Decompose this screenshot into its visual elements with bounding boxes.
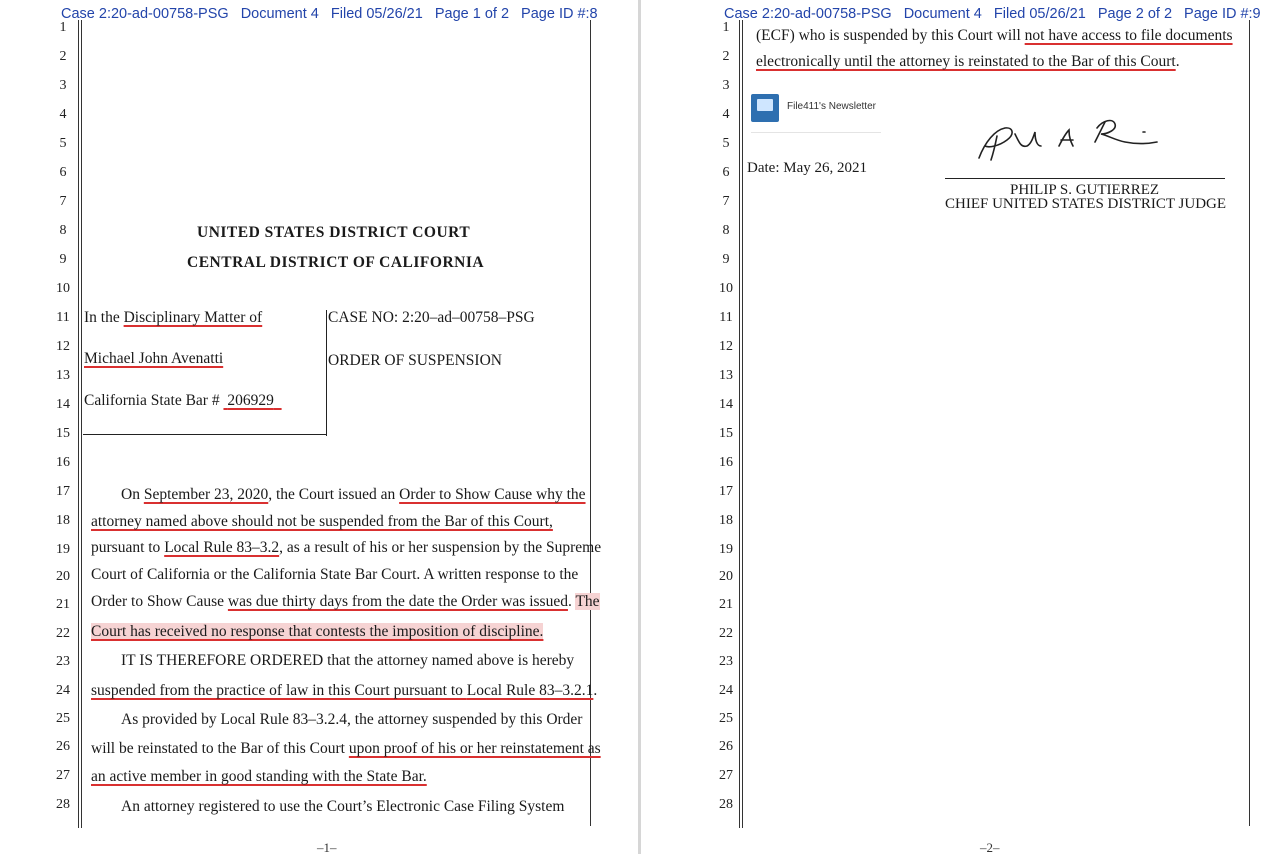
margin-rule-right [1249,20,1250,826]
header-case-number: Case 2:20-ad-00758-PSG [724,6,892,22]
line-number: 6 [722,165,730,180]
line-number: 15 [56,426,70,441]
signature-line [945,178,1225,179]
page-1-header [61,6,606,22]
body-line-18: attorney named above should not be suspended from the Bar of this Court, [91,513,553,530]
page-number-footer: –2– [980,840,1000,854]
line-number: 13 [56,368,70,383]
line-number: 23 [56,654,70,669]
line-number: 18 [56,513,70,528]
header-document: Document 4 [903,6,982,22]
line-number: 3 [722,78,730,93]
line-number: 19 [719,542,733,557]
line-number: 27 [719,768,733,783]
line-number: 28 [56,797,70,812]
line-number: 2 [59,49,67,64]
line-number: 6 [59,165,67,180]
caption-matter: In the Disciplinary Matter of [84,309,263,326]
body-line-17: On September 23, 2020, the Court issued an Order to Show Cause why the [121,486,586,503]
case-number: CASE NO: 2:20–ad–00758–PSG [328,309,535,326]
body-line-24: suspended from the practice of law in this Court pursuant to Local Rule 83–3.2.1. [91,682,598,699]
line-number: 11 [719,310,733,325]
line-number: 5 [722,136,730,151]
court-district: CENTRAL DISTRICT OF CALIFORNIA [187,254,485,271]
line-number: 11 [56,310,70,325]
body-line-22: Court has received no response that contests the imposition of discipline. [91,623,544,640]
order-title: ORDER OF SUSPENSION [328,352,502,369]
caption-divider [326,310,327,436]
line-number: 3 [59,78,67,93]
line-number: 4 [722,107,730,122]
line-number: 7 [59,194,67,209]
header-case-number: Case 2:20-ad-00758-PSG [61,6,229,22]
line-number: 1 [59,20,67,35]
document-page-2 [641,0,1280,854]
header-filed-date: Filed 05/26/21 [993,6,1086,22]
line-number: 1 [722,20,730,35]
caption-bottom-rule [83,434,326,435]
line-number: 17 [719,484,733,499]
line-number: 20 [719,569,733,584]
order-date: Date: May 26, 2021 [747,160,867,176]
line-number: 20 [56,569,70,584]
judge-name: PHILIP S. GUTIERREZ [1010,182,1160,198]
line-number: 26 [56,739,70,754]
line-number: 13 [719,368,733,383]
line-number: 15 [719,426,733,441]
body-line-1: (ECF) who is suspended by this Court will not have access to file documents [756,27,1233,44]
body-line-28: An attorney registered to use the Court’s Electronic Case Filing System [121,798,565,815]
body-line-19: pursuant to Local Rule 83–3.2, as a result of his or her suspension by the Supreme [91,539,602,556]
header-page-id: Page ID #:9 [1184,6,1261,22]
line-number: 22 [719,626,733,641]
line-number: 2 [722,49,730,64]
line-number: 28 [719,797,733,812]
margin-rule-left-1 [739,20,740,828]
line-number: 24 [719,683,733,698]
line-number: 12 [56,339,70,354]
line-number: 22 [56,626,70,641]
body-line-23: IT IS THEREFORE ORDERED that the attorney named above is hereby [121,652,575,669]
line-number: 8 [722,223,730,238]
line-number: 14 [56,397,70,412]
header-page-count: Page 2 of 2 [1097,6,1173,22]
line-number: 23 [719,654,733,669]
line-number: 25 [56,711,70,726]
line-number: 10 [719,281,733,296]
judge-signature [975,112,1175,168]
header-document: Document 4 [240,6,319,22]
body-line-20: Court of California or the California State Bar Court. A written response to the [91,566,579,583]
line-number: 21 [719,597,733,612]
body-line-26: will be reinstated to the Bar of this Court upon proof of his or her reinstatement as [91,740,601,757]
line-number: 19 [56,542,70,557]
margin-rule-left-2 [742,20,743,828]
header-page-count: Page 1 of 2 [434,6,510,22]
body-line-21: Order to Show Cause was due thirty days from the date the Order was issued. The [91,593,600,610]
bar-number: California State Bar # 206929 [84,392,274,409]
newsletter-icon[interactable] [751,94,779,122]
line-number: 8 [59,223,67,238]
margin-rule-left-2 [81,20,82,828]
line-number: 12 [719,339,733,354]
line-number: 4 [59,107,67,122]
respondent-name: Michael John Avenatti [84,350,224,367]
line-number: 24 [56,683,70,698]
page-2-header [724,6,1269,22]
body-line-2: electronically until the attorney is reinstated to the Bar of this Court. [756,53,1180,70]
court-name: UNITED STATES DISTRICT COURT [197,224,471,241]
body-line-27: an active member in good standing with the State Bar. [91,768,427,785]
line-number: 25 [719,711,733,726]
line-number: 9 [722,252,730,267]
header-page-id: Page ID #:8 [521,6,598,22]
line-number: 9 [59,252,67,267]
newsletter-rule [751,132,881,133]
line-number: 14 [719,397,733,412]
line-number: 27 [56,768,70,783]
margin-rule-left-1 [78,20,79,828]
newsletter-label[interactable]: File411's Newsletter [787,101,876,112]
line-number: 16 [56,455,70,470]
line-number: 10 [56,281,70,296]
document-page-1 [0,0,638,854]
line-number: 5 [59,136,67,151]
line-number: 21 [56,597,70,612]
body-line-25: As provided by Local Rule 83–3.2.4, the attorney suspended by this Order [121,711,583,728]
header-filed-date: Filed 05/26/21 [330,6,423,22]
margin-rule-right [590,20,591,826]
line-number: 17 [56,484,70,499]
page-number-footer: –1– [317,840,337,854]
line-number: 7 [722,194,730,209]
line-number: 26 [719,739,733,754]
line-number: 18 [719,513,733,528]
line-number: 16 [719,455,733,470]
judge-title: CHIEF UNITED STATES DISTRICT JUDGE [945,196,1227,212]
